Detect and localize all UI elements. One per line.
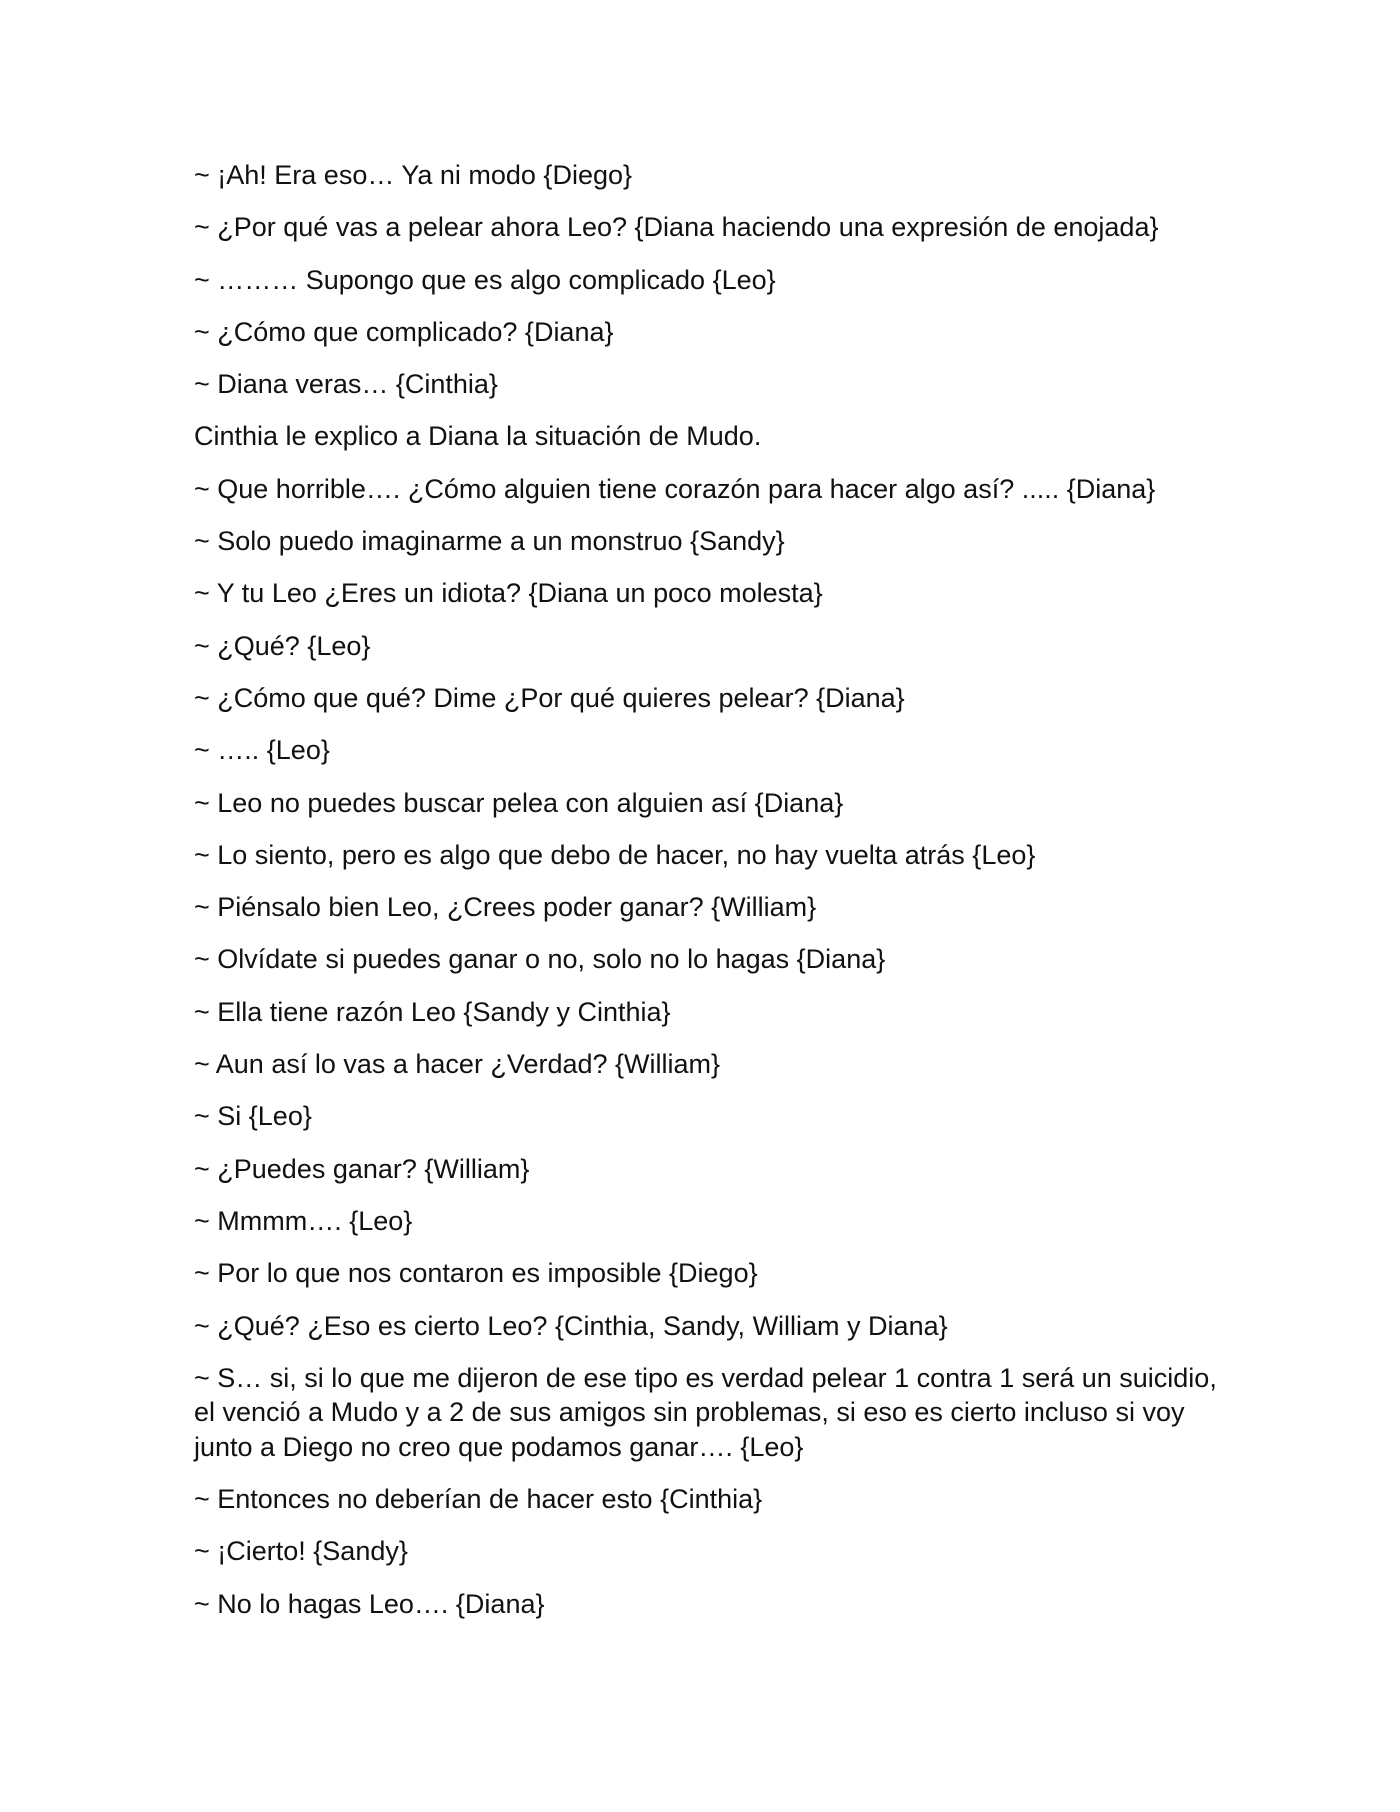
paragraph-14: ~ Lo siento, pero es algo que debo de hacer, no hay vuelta atrás {Leo}	[194, 839, 1036, 870]
paragraph-26: ~ ¡Cierto! {Sandy}	[194, 1536, 408, 1567]
narration-paragraph: Cinthia le explico a Diana la situación de Mudo.	[194, 421, 762, 452]
paragraph-27: ~ No lo hagas Leo…. {Diana}	[194, 1588, 545, 1619]
paragraph-7: ~ Que horrible…. ¿Cómo alguien tiene corazón para hacer algo así? ..... {Diana}	[194, 473, 1156, 504]
paragraph-5: ~ Diana veras… {Cinthia}	[194, 369, 498, 400]
paragraph-3: ~ ……… Supongo que es algo complicado {Leo}	[194, 264, 776, 295]
paragraph-17: ~ Ella tiene razón Leo {Sandy y Cinthia}	[194, 996, 671, 1027]
paragraph-23: ~ ¿Qué? ¿Eso es cierto Leo? {Cinthia, Sandy, William y Diana}	[194, 1310, 948, 1341]
paragraph-16: ~ Olvídate si puedes ganar o no, solo no lo hagas {Diana}	[194, 944, 886, 975]
paragraph-20: ~ ¿Puedes ganar? {William}	[194, 1153, 530, 1184]
paragraph-13: ~ Leo no puedes buscar pelea con alguien así {Diana}	[194, 787, 844, 818]
paragraph-25: ~ Entonces no deberían de hacer esto {Cinthia}	[194, 1484, 763, 1515]
paragraph-9: ~ Y tu Leo ¿Eres un idiota? {Diana un poco molesta}	[194, 578, 823, 609]
paragraph-11: ~ ¿Cómo que qué? Dime ¿Por qué quieres pelear? {Diana}	[194, 682, 905, 713]
paragraph-2: ~ ¿Por qué vas a pelear ahora Leo? {Diana haciendo una expresión de enojada}	[194, 212, 1159, 243]
paragraph-18: ~ Aun así lo vas a hacer ¿Verdad? {William}	[194, 1049, 721, 1080]
paragraph-15: ~ Piénsalo bien Leo, ¿Crees poder ganar? {William}	[194, 892, 817, 923]
paragraph-10: ~ ¿Qué? {Leo}	[194, 630, 371, 661]
paragraph-4: ~ ¿Cómo que complicado? {Diana}	[194, 316, 614, 347]
paragraph-22: ~ Por lo que nos contaron es imposible {Diego}	[194, 1258, 758, 1289]
paragraph-1: ~ ¡Ah! Era eso… Ya ni modo {Diego}	[194, 160, 633, 190]
document-body	[194, 158, 1234, 1639]
paragraph-12: ~ ….. {Leo}	[194, 735, 330, 766]
paragraph-19: ~ Si {Leo}	[194, 1101, 312, 1132]
paragraph-21: ~ Mmmm…. {Leo}	[194, 1205, 413, 1236]
paragraph-8: ~ Solo puedo imaginarme a un monstruo {Sandy}	[194, 526, 785, 557]
paragraph-24: ~ S… si, si lo que me dijeron de ese tipo es verdad pelear 1 contra 1 será un suicidio, el venció a Mudo y a 2 de sus amigos sin problemas, si eso es cierto incluso si voy junto a Diego no creo que podamos ganar…. {Leo}	[194, 1362, 1217, 1462]
